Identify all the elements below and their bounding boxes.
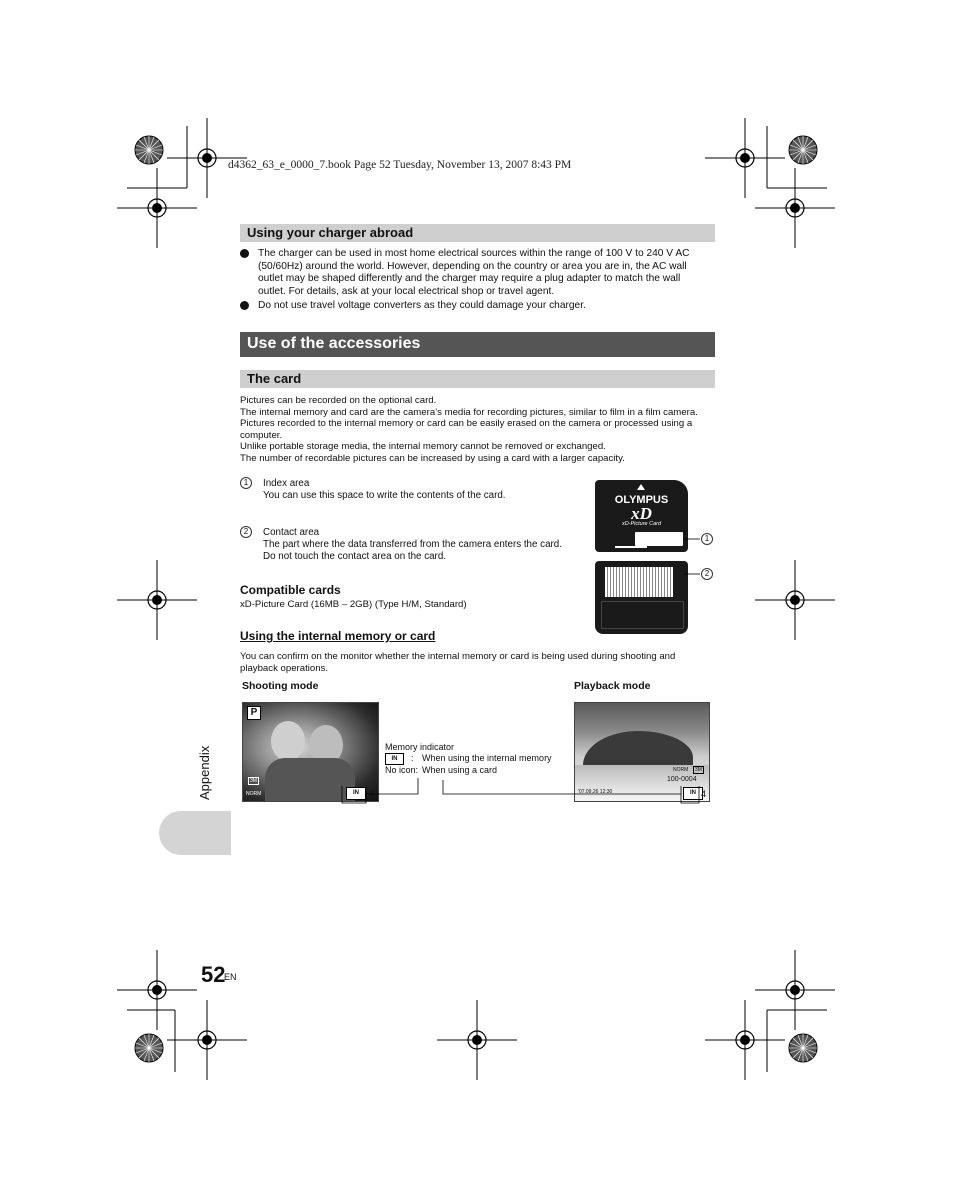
file-number: 100-0004 [667,776,697,783]
card-sub-label: xD-Picture Card [621,521,662,527]
appendix-label: Appendix [197,745,212,800]
compatible-text: xD-Picture Card (16MB – 2GB) (Type H/M, Standard) [240,599,467,610]
appendix-tab [159,811,231,855]
shooting-count: 4 [369,789,375,799]
page-number: 52 [201,962,226,987]
playback-date: '07.09.26 12:30 [578,789,613,795]
image-size-icon: 3M [250,778,257,784]
playback-mode-label: Playback mode [574,680,651,692]
quality-icon: NORM [246,791,262,797]
callout-number-1: 1 [701,533,713,545]
internal-memory-title: Using the internal memory or card [240,629,436,643]
card-item-index-area: 1 Index area You can use this space to write the contents of the card. [240,477,252,489]
mode-p-icon: P [247,706,261,720]
playback-memory-in-icon: IN [683,787,703,800]
print-info-line: d4362_63_e_0000_7.book Page 52 Tuesday, November 13, 2007 8:43 PM [228,159,572,171]
item-number-1: 1 [240,477,252,489]
internal-memory-text: You can confirm on the monitor whether the internal memory or card is being used during shooting and playback operations. [240,651,676,674]
item-number-2: 2 [240,526,252,538]
callout-number-2: 2 [701,568,713,580]
card-item-contact-area: 2 Contact area The part where the data transferred from the camera enters the card. Do not touch the contact area on the card. [240,526,252,538]
card-logo-label: xD [631,504,652,523]
memory-in-icon: IN [346,787,366,800]
page-language: EN [224,972,237,982]
charger-bullet-2: Do not use travel voltage converters as they could damage your charger. [240,300,716,313]
card-brand-label: OLYMPUS [614,494,669,506]
in-memory-key-icon: IN [385,753,404,765]
memory-indicator-title: Memory indicator [385,742,455,752]
no-icon-desc: When using a card [422,765,498,775]
compatible-title: Compatible cards [240,583,341,597]
charger-bullet-1: The charger can be used in most home electrical sources within the range of 100 V to 240 V AC (50/60Hz) around the world. However, depending on the country or area you are in, the AC wall outlet may be shaped differently and the charger may require a plug adapter to match the wall outlet. For details, ask at your local electrical shop or travel agent. [240,248,716,298]
in-memory-desc: When using the internal memory [422,753,552,763]
accessories-section-title: Use of the accessories [247,335,421,352]
shooting-mode-label: Shooting mode [242,680,319,692]
no-icon-key: No icon: [385,765,419,775]
playback-count: 4 [701,789,707,799]
card-section-title: The card [247,371,302,386]
card-paragraph: Pictures can be recorded on the optional card. The internal memory and card are the camera’s media for recording pictures, similar to film in a film camera. Pictures recorded to the internal memory or card can be easily erased on the camera or processed using a computer. Unlike portable storage media, the internal memory cannot be removed or exchanged. The number of recordable pictures can be increased by using a card with a larger capacity. [240,395,698,464]
playback-size-icon: 3M [695,767,702,773]
charger-section-title: Using your charger abroad [247,225,414,240]
playback-quality-icon: NORM [673,767,689,773]
